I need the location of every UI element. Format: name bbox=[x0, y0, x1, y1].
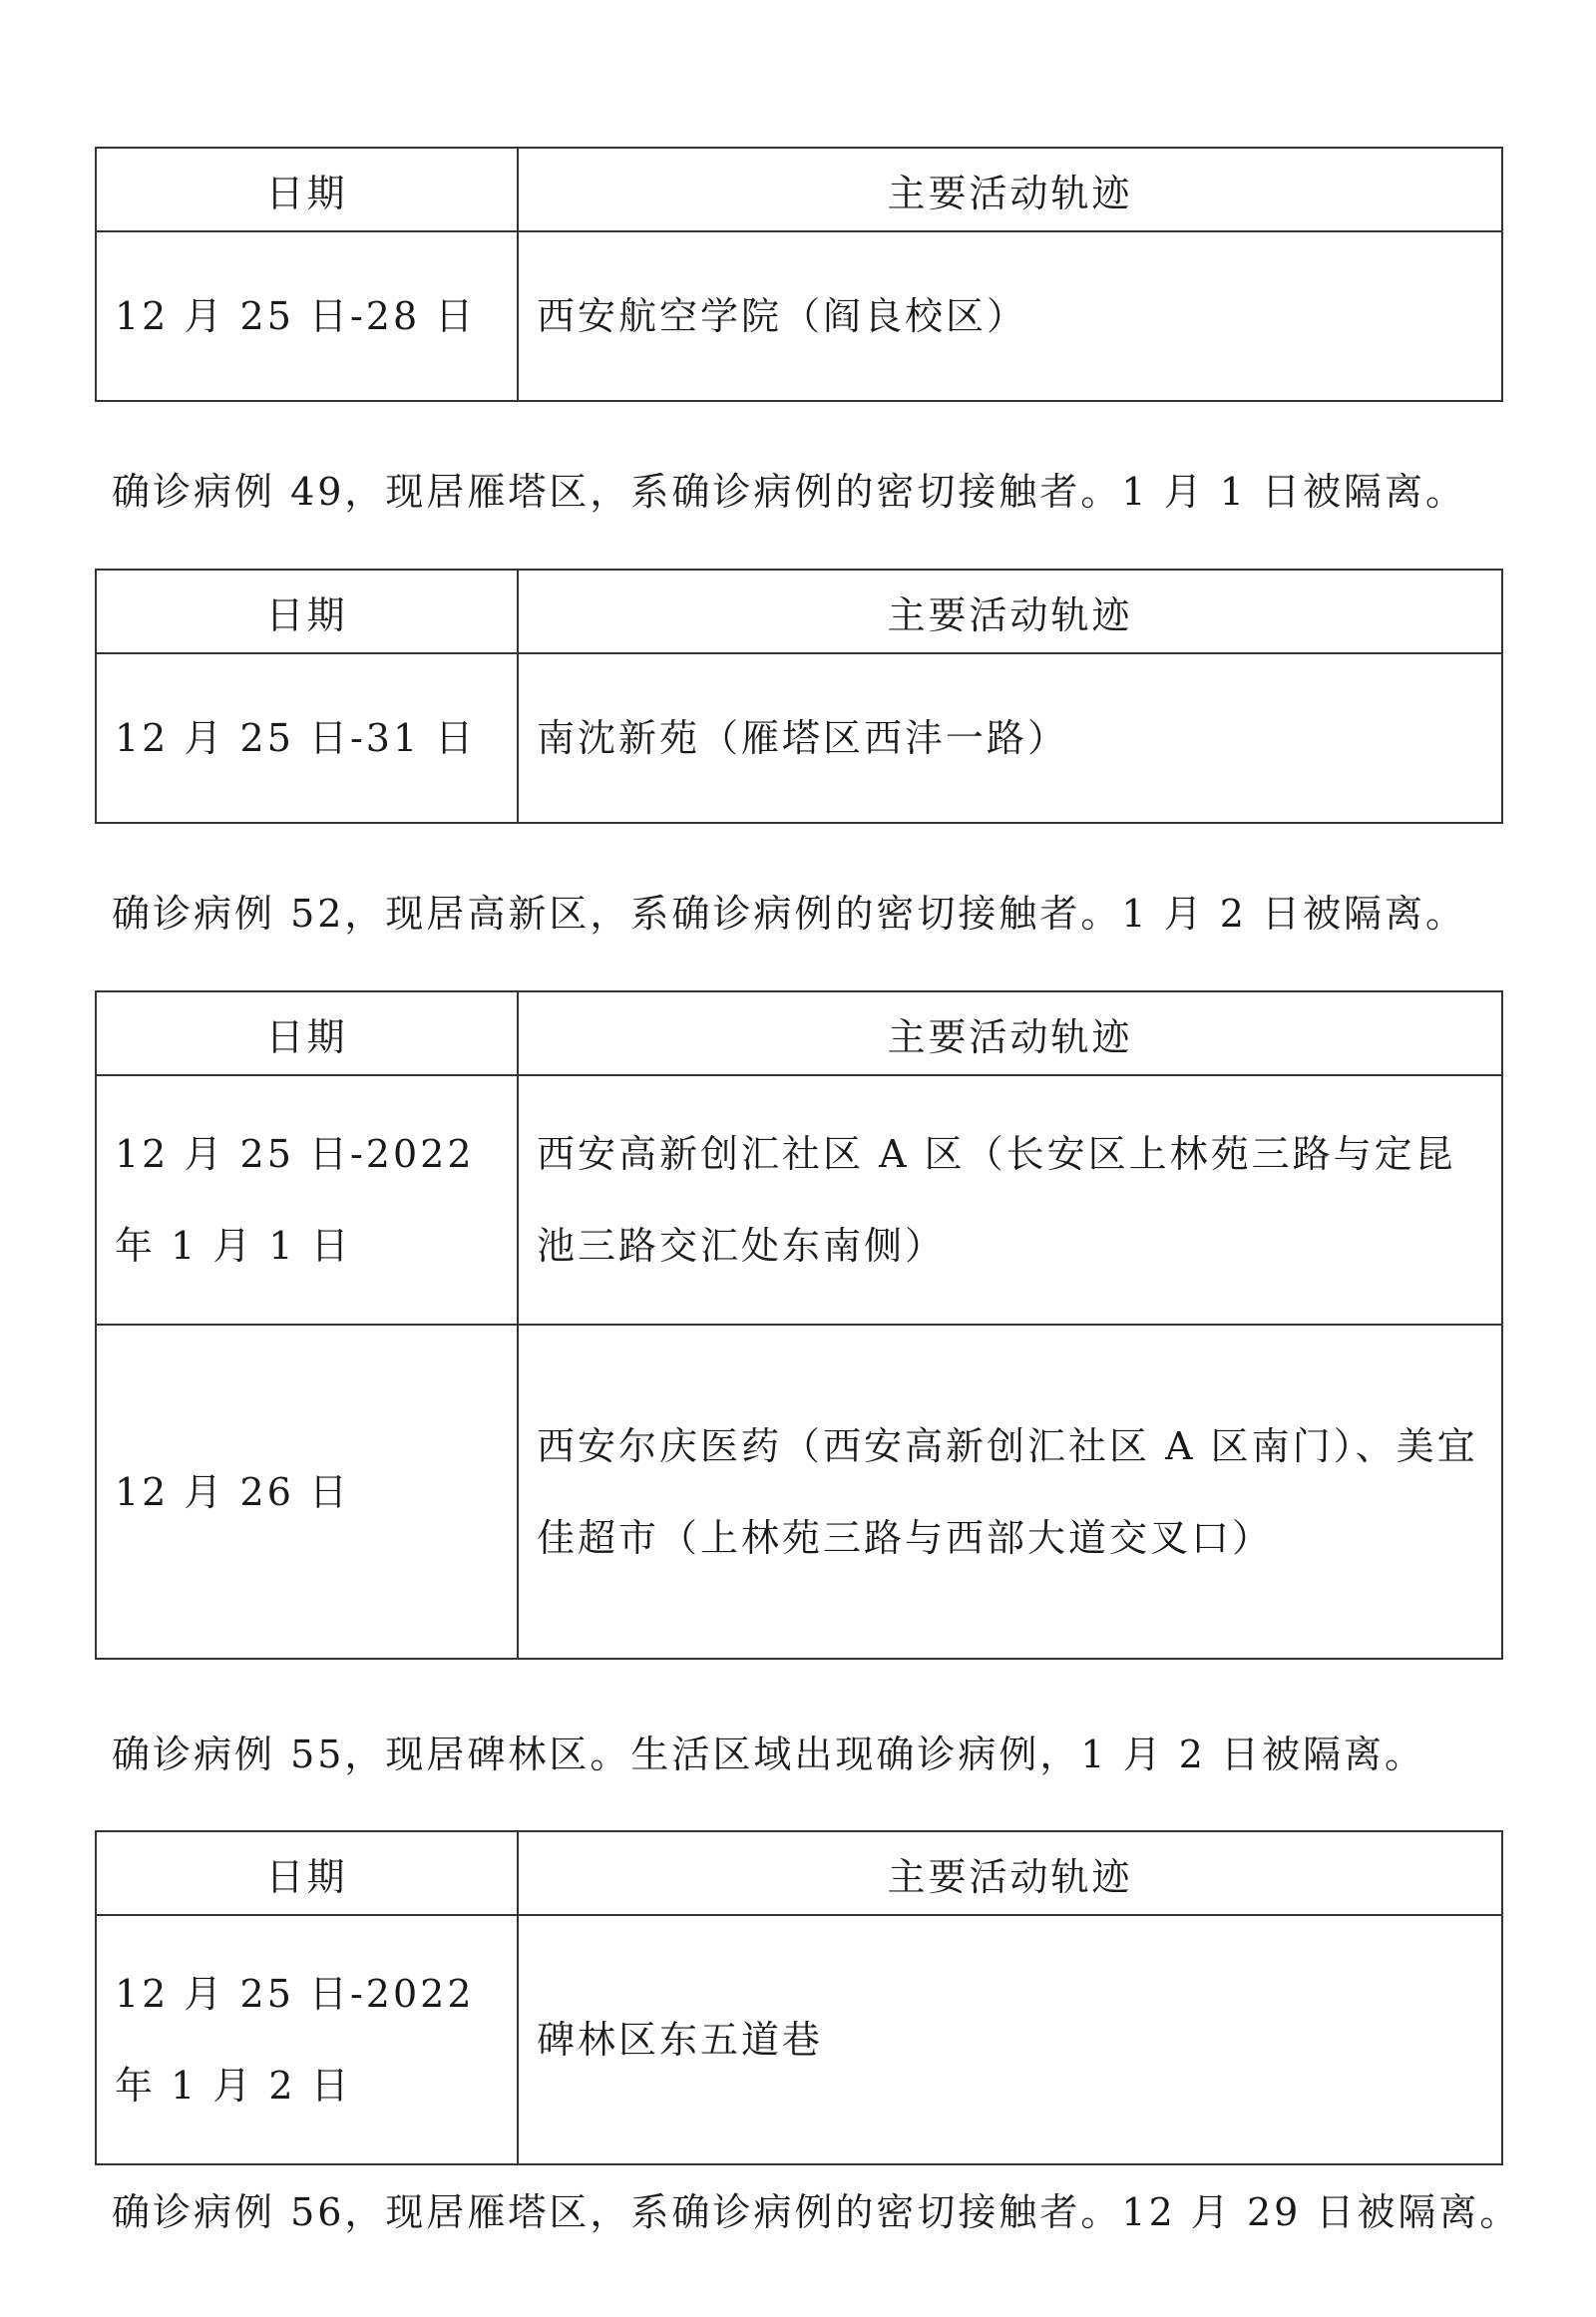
table-header-row bbox=[96, 991, 1502, 1075]
activity-cell: 西安尔庆医药（西安高新创汇社区 A 区南门）、美宜佳超市（上林苑三路与西部大道交叉口） bbox=[518, 1325, 1502, 1659]
itinerary-table-2 bbox=[95, 569, 1503, 824]
case-paragraph: 确诊病例 52，现居高新区，系确诊病例的密切接触者。1 月 2 日被隔离。 bbox=[112, 892, 1467, 936]
case-paragraph: 确诊病例 56，现居雁塔区，系确诊病例的密切接触者。12 月 29 日被隔离。 bbox=[112, 2190, 1521, 2234]
table-row bbox=[96, 231, 1502, 401]
case-paragraph: 确诊病例 49，现居雁塔区，系确诊病例的密切接触者。1 月 1 日被隔离。 bbox=[112, 470, 1467, 514]
date-cell: 12 月 26 日 bbox=[96, 1325, 518, 1659]
table-header-row bbox=[96, 570, 1502, 653]
date-header: 日期 bbox=[96, 570, 518, 653]
date-cell: 12 月 25 日-31 日 bbox=[96, 653, 518, 823]
date-header: 日期 bbox=[96, 148, 518, 231]
itinerary-table-1 bbox=[95, 147, 1503, 402]
date-header: 日期 bbox=[96, 991, 518, 1075]
activity-header: 主要活动轨迹 bbox=[518, 991, 1502, 1075]
activity-header: 主要活动轨迹 bbox=[518, 1831, 1502, 1915]
itinerary-table-3 bbox=[95, 990, 1503, 1660]
date-header: 日期 bbox=[96, 1831, 518, 1915]
activity-header: 主要活动轨迹 bbox=[518, 570, 1502, 653]
activity-cell: 南沈新苑（雁塔区西沣一路） bbox=[518, 653, 1502, 823]
activity-cell: 西安航空学院（阎良校区） bbox=[518, 231, 1502, 401]
date-cell: 12 月 25 日-2022 年 1 月 2 日 bbox=[96, 1915, 518, 2164]
case-paragraph: 确诊病例 55，现居碑林区。生活区域出现确诊病例，1 月 2 日被隔离。 bbox=[112, 1733, 1426, 1776]
date-cell: 12 月 25 日-2022 年 1 月 1 日 bbox=[96, 1075, 518, 1325]
table-row bbox=[96, 1915, 1502, 2164]
activity-cell: 西安高新创汇社区 A 区（长安区上林苑三路与定昆池三路交汇处东南侧） bbox=[518, 1075, 1502, 1325]
activity-header: 主要活动轨迹 bbox=[518, 148, 1502, 231]
itinerary-table-4 bbox=[95, 1830, 1503, 2165]
table-header-row bbox=[96, 148, 1502, 231]
activity-cell: 碑林区东五道巷 bbox=[518, 1915, 1502, 2164]
date-cell: 12 月 25 日-28 日 bbox=[96, 231, 518, 401]
table-row bbox=[96, 1075, 1502, 1325]
table-header-row bbox=[96, 1831, 1502, 1915]
table-row bbox=[96, 1325, 1502, 1659]
table-row bbox=[96, 653, 1502, 823]
